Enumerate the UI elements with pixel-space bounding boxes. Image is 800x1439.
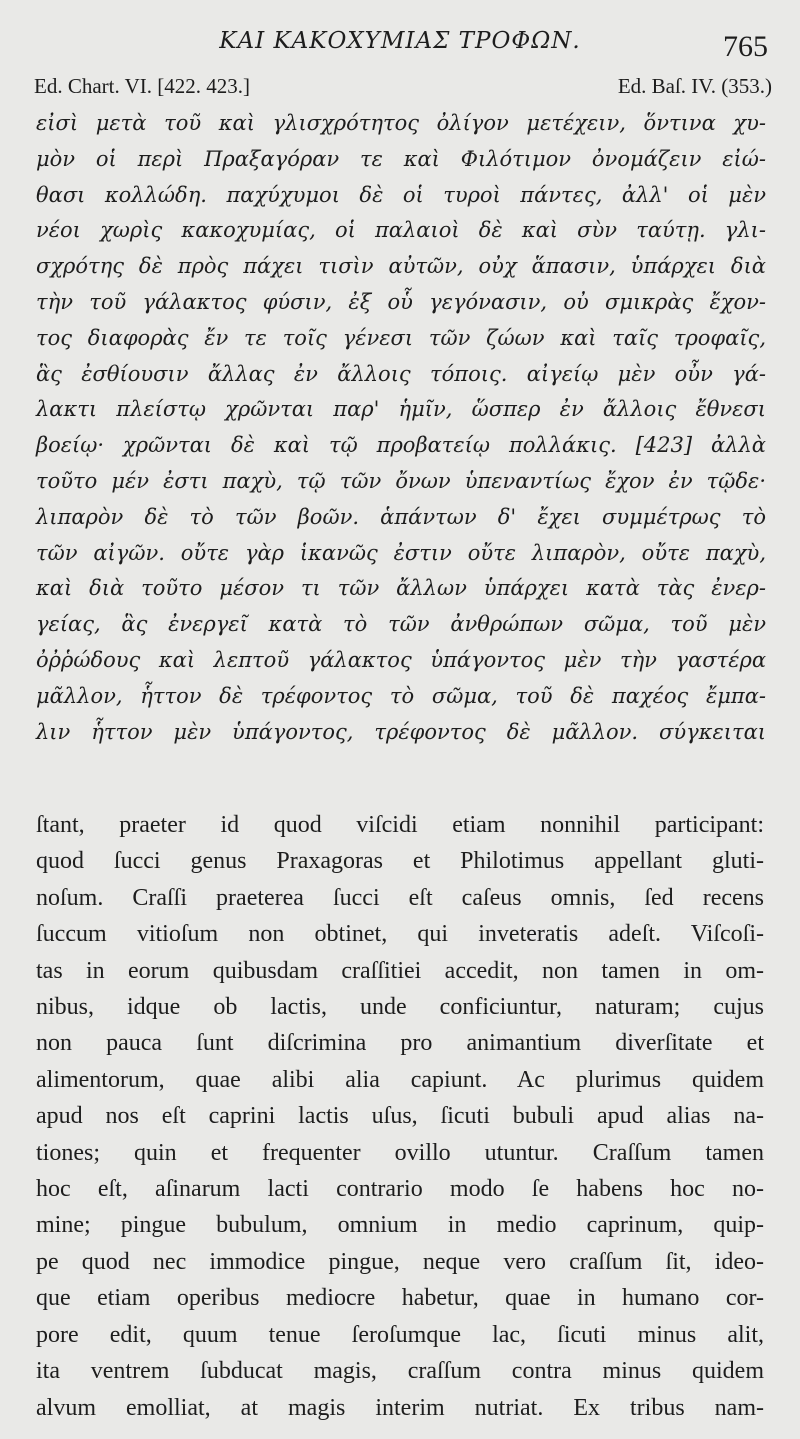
greek-line: λιπαρὸν δὲ τὸ τῶν βοῶν. ἁπάντων δ' ἔχει συμμέτρως τὸ — [36, 504, 766, 529]
greek-line: μὸν οἱ περὶ Πραξαγόραν τε καὶ Φιλότιμον ὀνομάζειν εἰώ- — [36, 146, 766, 171]
latin-line: ſtant, praeter id quod viſcidi etiam nonnihil participant: — [36, 812, 764, 838]
latin-line: mine; pingue bubulum, omnium in medio caprinum, quip- — [36, 1212, 764, 1239]
edition-line — [34, 74, 772, 99]
latin-line: non pauca ſunt diſcrimina pro animantium diverſitate et — [36, 1030, 764, 1057]
latin-line: pe quod nec immodice pingue, neque vero craſſum ſit, ideo- — [36, 1248, 764, 1275]
latin-line: noſum. Craſſi praeterea ſucci eſt caſeus omnis, ſed recens — [36, 884, 764, 911]
greek-line: βοείῳ· χρῶνται δὲ καὶ τῷ προβατείῳ πολλάκις. [423] ἀλλὰ — [36, 433, 766, 458]
latin-line: ſuccum vitioſum non obtinet, qui inveteratis adeſt. Viſcoſi- — [36, 921, 764, 948]
running-title: ΚΑΙ ΚΑΚΟΧΥΜΙΑΣ ΤΡΟΦΩΝ. — [219, 28, 581, 54]
latin-line: quod ſucci genus Praxagoras et Philotimus appellant gluti- — [36, 848, 764, 875]
greek-line: ἃς ἐσθίουσιν ἄλλας ἐν ἄλλοις τόποις. αἰγείῳ μὲν οὖν γά- — [36, 361, 766, 386]
latin-line: apud nos eſt caprini lactis uſus, ſicuti bubuli apud alias na- — [36, 1103, 764, 1130]
edition-left: Ed. Chart. VI. [422. 423.] — [34, 74, 250, 98]
latin-line: pore edit, quum tenue ſeroſumque lac, ſicuti minus alit, — [36, 1321, 764, 1348]
greek-line: τῶν αἰγῶν. οὔτε γὰρ ἱκανῶς ἐστιν οὔτε λιπαρὸν, οὔτε παχὺ, — [36, 540, 766, 565]
latin-line: tas in eorum quibusdam craſſitiei accedit, non tamen in om- — [36, 957, 764, 984]
greek-line: ὀῤῥώδους καὶ λεπτοῦ γάλακτος ὑπάγοντος μὲν τὴν γαστέρα — [36, 647, 766, 672]
greek-line: γείας, ἃς ἐνεργεῖ κατὰ τὸ τῶν ἀνθρώπων σῶμα, τοῦ μὲν — [36, 612, 766, 637]
greek-line: νέοι χωρὶς κακοχυμίας, οἱ παλαιοὶ δὲ καὶ σὺν ταύτῃ. γλι- — [36, 218, 766, 243]
latin-line: hoc eſt, aſinarum lacti contrario modo ſe habens hoc no- — [36, 1176, 764, 1203]
page-number: 765 — [723, 30, 768, 63]
greek-line: τὴν τοῦ γάλακτος φύσιν, ἐξ οὗ γεγόνασιν, οὐ σμικρὰς ἔχον- — [36, 289, 766, 314]
greek-line: εἰσὶ μετὰ τοῦ καὶ γλισχρότητος ὀλίγον μετέχειν, ὅντινα χυ- — [36, 111, 766, 135]
latin-line: que etiam operibus mediocre habetur, quae in humano cor- — [36, 1285, 764, 1312]
greek-line: τοῦτο μέν ἐστι παχὺ, τῷ τῶν ὄνων ὑπεναντίως ἔχον ἐν τῷδε· — [36, 468, 766, 493]
latin-line: tiones; quin et frequenter ovillo utuntur. Craſſum tamen — [36, 1139, 764, 1166]
latin-text — [36, 807, 764, 1426]
greek-line: λακτι πλείστῳ χρῶνται παρ' ἡμῖν, ὥσπερ ἐν ἄλλοις ἔθνεσι — [36, 397, 766, 422]
greek-line: μᾶλλον, ἧττον δὲ τρέφοντος τὸ σῶμα, τοῦ δὲ παχέος ἔμπα- — [36, 683, 766, 708]
latin-line: nibus, idque ob lactis, unde conficiuntur, naturam; cujus — [36, 994, 764, 1021]
greek-line: λιν ἧττον μὲν ὑπάγοντος, τρέφοντος δὲ μᾶλλον. σύγκειται — [36, 719, 766, 744]
greek-line: καὶ διὰ τοῦτο μέσον τι τῶν ἄλλων ὑπάρχει κατὰ τὰς ἐνερ- — [36, 576, 766, 601]
greek-line: τος διαφορὰς ἔν τε τοῖς γένεσι τῶν ζώων καὶ ταῖς τροφαῖς, — [36, 325, 766, 350]
greek-text — [36, 106, 766, 750]
greek-line: θασι κολλώδη. παχύχυμοι δὲ οἱ τυροὶ πάντες, ἀλλ' οἱ μὲν — [36, 182, 766, 207]
latin-line: ita ventrem ſubducat magis, craſſum contra minus quidem — [36, 1358, 764, 1385]
edition-right: Ed. Baſ. IV. (353.) — [617, 74, 772, 98]
latin-line: alimentorum, quae alibi alia capiunt. Ac plurimus quidem — [36, 1066, 764, 1093]
greek-line: σχρότης δὲ πρὸς πάχει τισὶν αὐτῶν, οὐχ ἅπασιν, ὑπάρχει διὰ — [36, 254, 766, 279]
latin-line: alvum emolliat, at magis interim nutriat. Ex tribus nam- — [36, 1394, 764, 1421]
